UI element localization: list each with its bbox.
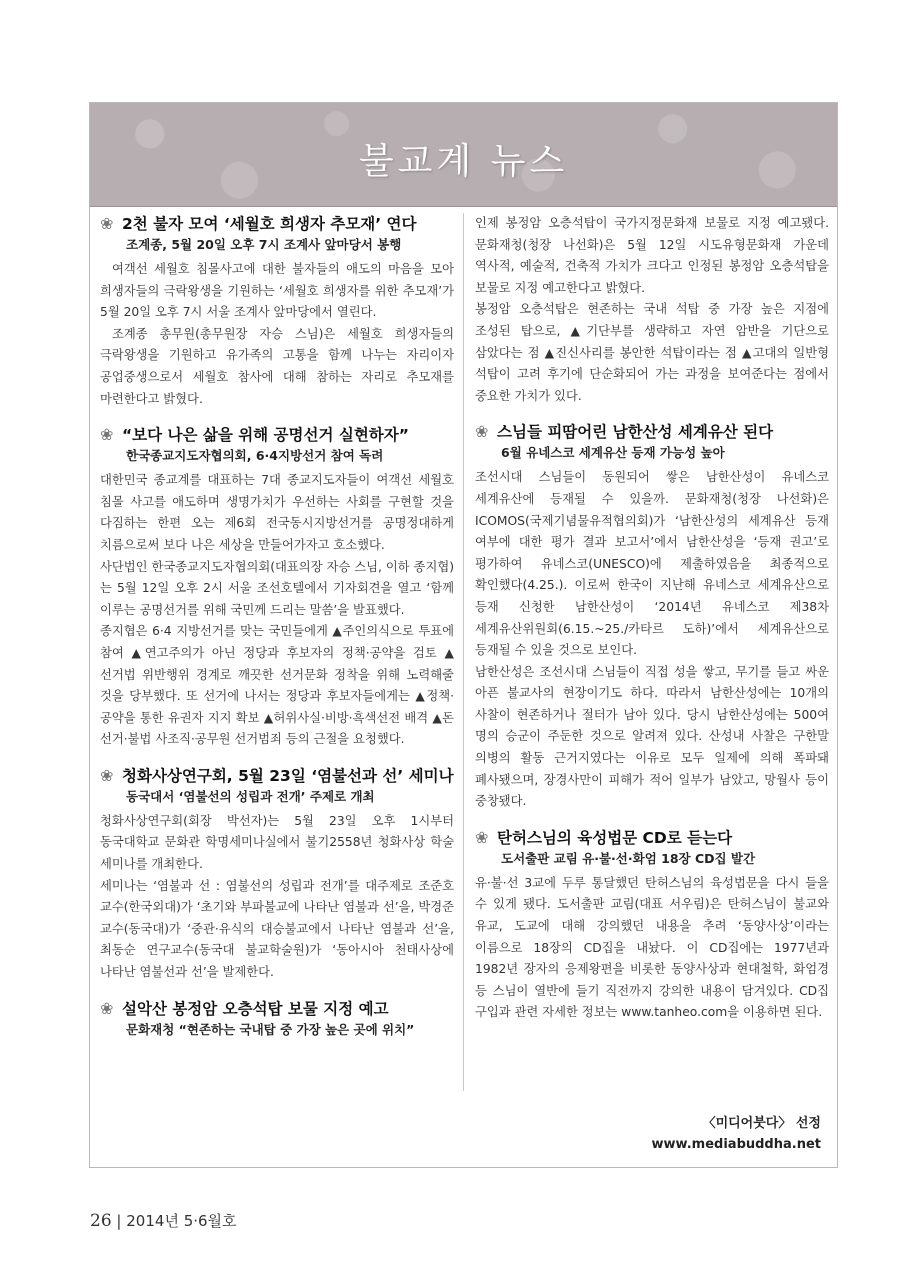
article-paragraph: 사단법인 한국종교지도자협의회(대표의장 자승 스님, 이하 종지협)는 5월 12일 오후 2시 서울 조선호텔에서 기자회견을 열고 ‘함께 이루는 공명선거를 위해 국민께 드리는 말씀’을 발표했다. [100, 559, 454, 617]
article-headline [475, 827, 829, 849]
left-column [100, 213, 454, 1054]
flower-bullet-icon: ❀ [100, 214, 114, 233]
article-paragraph: 여객선 세월호 침몰사고에 대한 불자들의 애도의 마음을 모아 희생자들의 극락왕생을 기원하는 ‘세월호 희생자를 위한 추모재’가 5월 20일 오후 7시 서울 조계사 앞마당에서 열린다. [100, 262, 454, 320]
page-footer [90, 1210, 237, 1231]
flower-bullet-icon: ❀ [100, 998, 114, 1018]
article-body [475, 467, 829, 813]
article-body [100, 470, 454, 751]
flower-bullet-icon: ❀ [100, 425, 114, 445]
footer-separator: | [116, 1212, 122, 1230]
article-title: 스님들 피땀어린 남한산성 세계유산 된다 [497, 423, 774, 442]
article-paragraph: 조계종 총무원(총무원장 자승 스님)은 세월호 희생자들의 극락왕생을 기원하고 유가족의 고통을 함께 나누는 자리이자 공업중생으로서 세월호 참사에 대해 참하는 자리로 추모재를 마련한다고 밝혔다. [100, 326, 454, 406]
source-credit [652, 1113, 821, 1155]
article-subtitle: 조계종, 5월 20일 오후 7시 조계사 앞마당서 봉행 [126, 237, 402, 252]
article-headline [100, 213, 454, 235]
article [100, 424, 454, 751]
section-title: 불교계 뉴스 [358, 141, 569, 182]
right-column [475, 213, 829, 1038]
page-number: 26 [90, 1211, 112, 1231]
article-body [475, 213, 829, 407]
flower-bullet-icon: ❀ [475, 827, 489, 847]
flower-bullet-icon: ❀ [100, 765, 114, 785]
article-title: 탄허스님의 육성법문 CD로 듣는다 [497, 828, 733, 847]
article-subtitle: 한국종교지도자협의회, 6·4지방선거 참여 독려 [126, 448, 384, 464]
article-title: 설악산 봉정암 오층석탑 보물 지정 예고 [122, 999, 389, 1018]
article-subtitle: 동국대서 ‘염불선의 성립과 전개’ 주제로 개최 [126, 788, 375, 804]
article-body [475, 873, 829, 1024]
article-headline [100, 765, 454, 787]
section-banner [90, 103, 837, 207]
article-headline [100, 998, 454, 1020]
article-paragraph: 조선시대 스님들이 동원되어 쌓은 남한산성이 유네스코 세계유산에 등재될 수 있을까. 문화재청(청장 나선화)은 ICOMOS(국제기념물유적협의회)가 ‘남한산성의 세계유산 등재 여부에 대한 평가 결과 보고서’에서 남한산성을 ‘등재 권고’로 평가하여 유네스코(UNESCO)에 제출하였음을 최종적으로 확인했다(4.25.). 이로써 한국이 지난해 유네스코 세계유산으로 등재 신청한 남한산성이 ‘2014년 유네스코 제38차 세계유산위원회(6.15.~25./카타르 도하)’에서 세계유산으로 등재될 수 있을 것으로 보인다. [475, 470, 829, 658]
article-headline [100, 424, 454, 446]
credit-url: www.mediabuddha.net [651, 1137, 821, 1152]
article-subtitle: 문화재청 “현존하는 국내탑 중 가장 높은 곳에 위치” [126, 1021, 415, 1037]
article-subtitle: 도서출판 교림 유·불·선·화엄 18장 CD집 발간 [501, 850, 756, 866]
article-body [100, 811, 454, 984]
article-continued [475, 213, 829, 407]
article-paragraph: 유·불·선 3교에 두루 통달했던 탄허스님의 육성법문을 다시 들을 수 있게 됐다. 도서출판 교림(대표 서우림)은 탄허스님이 불교와 유교, 도교에 대해 강의했던 내용을 추려 ‘동양사상’이라는 이름으로 18장의 CD집을 내놨다. 이 CD집에는 1977년과 1982년 장자의 응제왕편을 비롯한 동양사상과 현대철학, 화엄경 등 스님이 열반에 들기 직전까지 강의한 내용이 담겨있다. CD집 구입과 관련 자세한 정보는 www.tanheo.com을 이용하면 된다. [475, 875, 829, 1020]
issue-label: 2014년 5·6월호 [126, 1212, 237, 1230]
news-frame [89, 102, 838, 1168]
article-paragraph: 봉정암 오층석탑은 현존하는 국내 석탑 중 가장 높은 지점에 조성된 탑으로, ▲기단부를 생략하고 자연 암반을 기단으로 삼았다는 점 ▲진신사리를 봉안한 석탑이라는 점 ▲고대의 일반형 석탑이 고려 후기에 단순화되어 가는 과정을 보여준다는 점에서 중요한 가치가 있다. [475, 302, 829, 403]
article-headline [475, 421, 829, 443]
article-title: 청화사상연구회, 5월 23일 ‘염불선과 선’ 세미나 [122, 766, 454, 785]
credit-source: 〈미디어붓다〉 선정 [702, 1116, 821, 1131]
article-paragraph: 청화사상연구회(회장 박선자)는 5월 23일 오후 1시부터 동국대학교 문화관 학명세미나실에서 불기2558년 청화사상 학술 세미나를 개최한다. [100, 813, 454, 872]
column-divider [463, 213, 464, 1091]
article [475, 421, 829, 813]
article-paragraph: 인제 봉정암 오층석탑이 국가지정문화재 보물로 지정 예고됐다. 문화재청(청장 나선화)은 5월 12일 시도유형문화재 가운데 역사적, 예술적, 건축적 가치가 크다고 인정된 봉정암 오층석탑을 보물로 지정 예고한다고 밝혔다. [475, 216, 829, 295]
article-paragraph: 남한산성은 조선시대 스님들이 직접 성을 쌓고, 무기를 들고 싸운 아픈 불교사의 현장이기도 하다. 따라서 남한산성에는 10개의 사찰이 현존하거나 절터가 남아 있다. 당시 남한산성에는 500여 명의 승군이 주둔한 것으로 알려져 있다. 산성내 사찰은 구한말 의병의 활동 근거지였다는 이유로 모두 일제에 의해 폭파돼 폐사됐으며, 장경사만이 피해가 적어 일부가 남았고, 망월사 등이 중창됐다. [475, 664, 829, 809]
article-paragraph: 대한민국 종교계를 대표하는 7대 종교지도자들이 여객선 세월호 침몰 사고를 애도하며 생명가치가 우선하는 사회를 구현할 것을 다짐하는 한편 오는 제6회 전국동시지방선거를 공명정대하게 치름으로써 보다 나은 세상을 만들어가자고 호소했다. [100, 473, 454, 552]
article-paragraph: 세미나는 ‘염불과 선 : 염불선의 성립과 전개’를 대주제로 조준호 교수(한국외대)가 ‘초기와 부파불교에 나타난 염불과 선’을, 박경준 교수(동국대)가 ‘중관·유식의 대승불교에서 나타난 염불과 선’을, 최동순 연구교수(동국대 불교학술원)가 ‘동아시아 천태사상에 나타난 염불선과 선’을 발제한다. [100, 878, 454, 980]
article [100, 998, 454, 1040]
article [100, 213, 454, 410]
article-paragraph: 종지협은 6·4 지방선거를 맞는 국민들에게 ▲주인의식으로 투표에 참여 ▲연고주의가 아닌 정당과 후보자의 정책·공약을 검토 ▲선거법 위반행위 경계로 깨끗한 선거문화 정착을 위해 노력해줄 것을 당부했다. 또 선거에 나서는 정당과 후보자들에게는 ▲정책·공약을 통한 유권자 지지 확보 ▲허위사실·비방·흑색선전 배격 ▲돈 선거·불법 사조직·공무원 선거범죄 등의 근절을 요청했다. [100, 624, 454, 747]
article-title: 2천 불자 모여 ‘세월호 희생자 추모재’ 연다 [122, 215, 417, 233]
article-subtitle: 6월 유네스코 세계유산 등재 가능성 높아 [501, 445, 725, 461]
article-title: “보다 나은 삶을 위해 공명선거 실현하자” [122, 426, 409, 445]
article [100, 765, 454, 984]
flower-bullet-icon: ❀ [475, 422, 489, 442]
article [475, 827, 829, 1024]
article-body [100, 259, 454, 410]
